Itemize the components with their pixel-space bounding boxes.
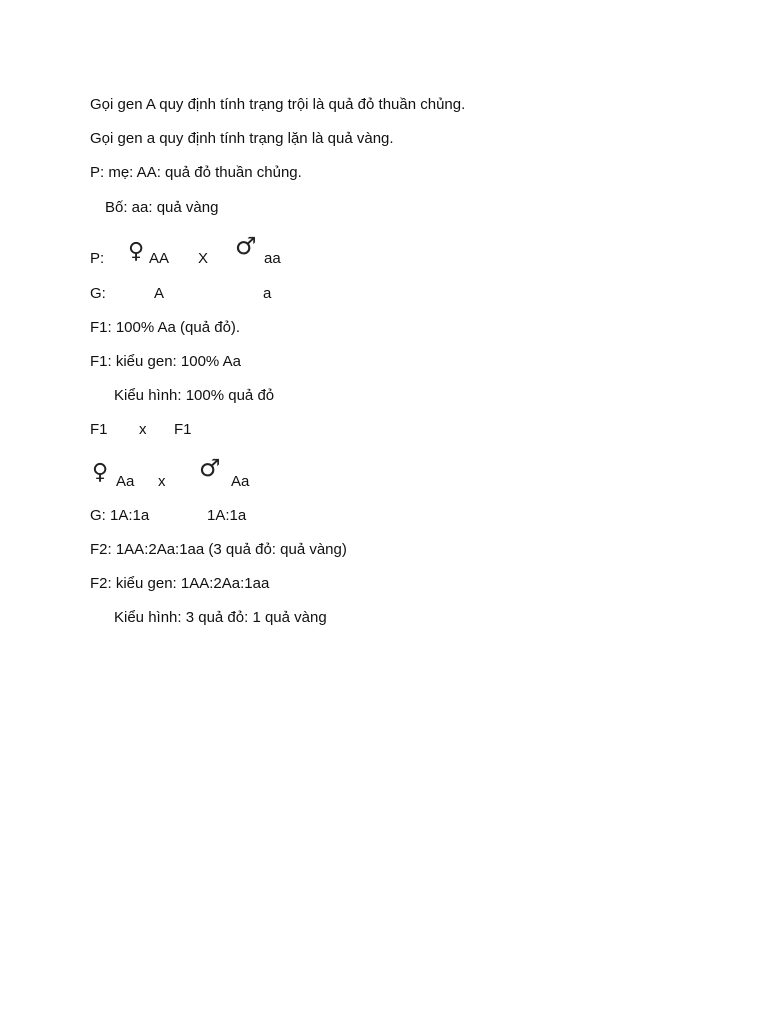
gametes1-label: G: [90, 285, 106, 302]
cross2-female-genotype: Aa [116, 473, 135, 490]
cross2-male-genotype: Aa [231, 473, 250, 490]
mother-genotype-line: P: mẹ: AA: quả đỏ thuần chủng. [90, 164, 302, 181]
f2-result: F2: 1AA:2Aa:1aa (3 quả đỏ: quả vàng) [90, 541, 347, 558]
cross1-male-genotype: aa [264, 250, 281, 267]
cross2-header-right: F1 [174, 421, 192, 438]
f1-genotype: F1: kiểu gen: 100% Aa [90, 353, 241, 370]
gametes1-male: a [263, 285, 272, 302]
cross2-header-left: F1 [90, 421, 108, 438]
f1-phenotype: Kiểu hình: 100% quả đỏ [114, 387, 275, 404]
gametes1-female: A [154, 285, 165, 302]
f2-phenotype: Kiểu hình: 3 quả đỏ: 1 quả vàng [114, 609, 327, 626]
father-genotype-line: Bố: aa: quả vàng [105, 199, 219, 216]
f1-result: F1: 100% Aa (quả đỏ). [90, 319, 241, 336]
gene-a-recessive-definition: Gọi gen a quy định tính trạng lặn là quả vàng. [90, 130, 394, 147]
cross1-p-label: P: [90, 250, 105, 267]
gene-a-dominant-definition: Gọi gen A quy định tính trạng trội là quả đỏ thuần chủng. [90, 96, 466, 113]
gametes2-male: 1A:1a [207, 507, 247, 524]
f2-genotype: F2: kiểu gen: 1AA:2Aa:1aa [90, 575, 270, 592]
female-symbol-icon: ♀ [128, 239, 145, 264]
cross1-cross-sign: X [198, 250, 209, 267]
cross2-header-sign: x [139, 421, 147, 438]
cross1-female-genotype: AA [149, 250, 170, 267]
female-symbol-icon: ♀ [92, 460, 109, 485]
male-symbol-icon: ♂ [199, 454, 221, 482]
male-symbol-icon: ♂ [235, 232, 257, 260]
gametes2-label: G: 1A:1a [90, 507, 150, 524]
cross2-cross-sign: x [158, 473, 166, 490]
